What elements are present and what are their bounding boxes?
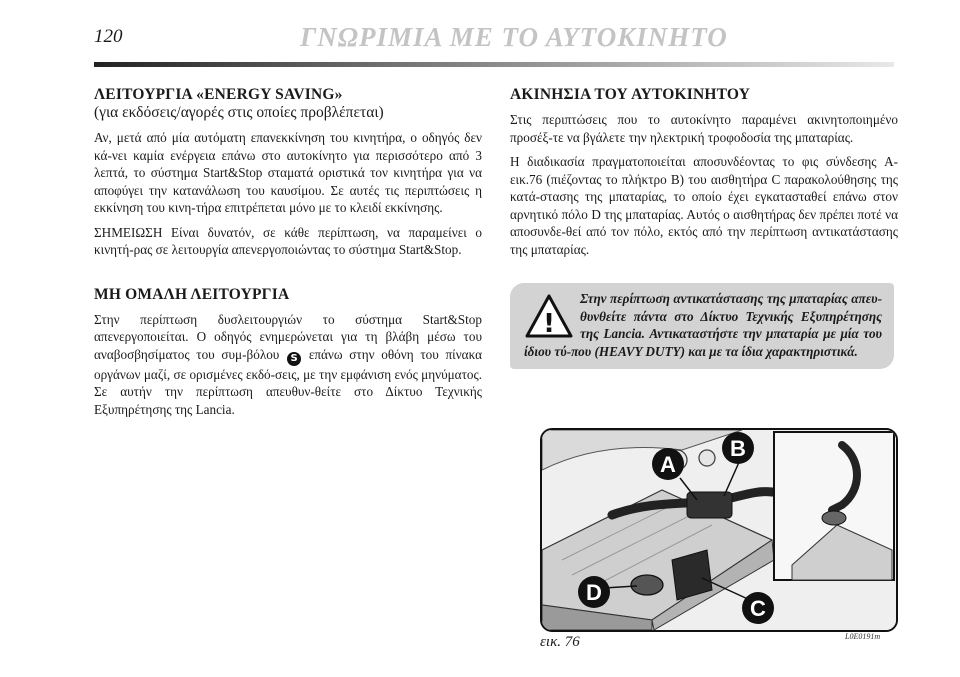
malfunction-text-part2: επάνω στην οθόνη του πίνακα οργάνων μαζί, σε ορισμένες εκδό-σεις, με την εμφάνιση ενός μηνύματος. Σε αυτήν την περίπτωση απευθυν-θείτε στο Δίκτυο Τεχνικής Εξυπηρέτησης της Lancia.	[94, 346, 483, 417]
figure-caption: εικ. 76	[540, 634, 580, 650]
svg-text:B: B	[730, 436, 746, 461]
label-c	[742, 592, 774, 624]
section-title-malfunction: ΜΗ ΟΜΑΛΗ ΛΕΙΤΟΥΡΓΙΑ	[94, 285, 290, 303]
battery-illustration	[542, 430, 896, 630]
label-d	[578, 576, 610, 608]
section-title-energy-saving: ΛΕΙΤΟΥΡΓΙΑ «ENERGY SAVING»	[94, 86, 343, 103]
inactivity-paragraph-1: Στις περιπτώσεις που το αυτοκίνητο παραμένει ακινητοποιημένο προσέξ-τε να βγάλετε την ηλεκτρική τροφοδοσία της μπαταρίας.	[510, 112, 898, 145]
page-header-title: ΓΝΩΡΙΜΙΑ ΜΕ ΤΟ ΑΥΤΟΚΙΝΗΤΟ	[300, 22, 728, 52]
section-title-vehicle-inactivity: ΑΚΙΝΗΣΙΑ ΤΟΥ ΑΥΤΟΚΙΝΗΤΟΥ	[510, 86, 751, 103]
inactivity-paragraph-2: Η διαδικασία πραγματοποιείται αποσυνδέοντας το φις σύνδεσης A-εικ.76 (πιέζοντας το πλήκτρο B) του αισθητήρα C παρακολούθησης της κατά-στασης της μπαταρίας, το οποίο έχει εγκατασταθεί επάνω στον αρνητικό πόλο D της μπαταρίας. Αυτός ο αισθητήρας δεν πρέπει ποτέ να αποσυνδε-θεί από τον πόλο, εκτός από την περίπτωση αντικατάστασης της μπαταρίας.	[510, 154, 898, 257]
warning-text-block	[524, 290, 882, 360]
figure-code: L0E0191m	[845, 632, 881, 641]
warning-text: Στην περίπτωση αντικατάστασης της μπαταρίας απευ-θυνθείτε πάντα στο Δίκτυο Τεχνικής Εξυπηρέτησης της Lancia. Αντικαταστήστε την μπαταρία με μία του ίδιου τύ-που (HEAVY DUTY) και με τα ίδια χαρακτηριστικά.	[524, 291, 882, 359]
malfunction-text-part1: Στην περίπτωση δυσλειτουργιών το σύστημα Start&Stop απενεργοποιείται. Ο οδηγός ενημερώνεται για τη βλάβη μέσω του αναβοσβησίματος του συμ-βόλου	[94, 311, 482, 362]
energy-saving-paragraph: Αν, μετά από μία αυτόματη επανεκκίνηση του κινητήρα, ο οδηγός δεν κά-νει καμία ενέργεια επάνω στο αυτοκίνητο για περισσότερο από 3 λεπτά, το σύστημα Start&Stop σταματά οριστικά τον κινητήρα για να αποφύγει την κατανάλωση του καυσίμου. Σε αυτές τις περιπτώσεις η εκκίνηση του κινη-τήρα επιτρέπεται μόνο με το κλειδί εκκίνησης.	[94, 130, 482, 215]
page-number: 120	[94, 26, 123, 47]
energy-saving-note: ΣΗΜΕΙΩΣΗ Είναι δυνατόν, σε κάθε περίπτωση, να παραμείνει ο κινητή-ρας σε λειτουργία απενεργοποιώντας το σύστημα Start&Stop.	[94, 224, 482, 257]
malfunction-paragraph	[94, 311, 482, 419]
svg-text:D: D	[586, 580, 602, 605]
svg-text:A: A	[660, 452, 676, 477]
battery-figure	[540, 428, 898, 632]
warning-mark: !	[543, 309, 555, 339]
start-stop-icon: S	[287, 352, 301, 366]
svg-text:C: C	[750, 596, 766, 621]
section-subtitle: (για εκδόσεις/αγορές στις οποίες προβλέπεται)	[94, 104, 384, 121]
label-b	[722, 432, 754, 464]
warning-box	[510, 283, 894, 369]
label-a	[652, 448, 684, 480]
left-column	[94, 86, 482, 425]
header-rule	[94, 62, 894, 67]
right-column	[510, 86, 898, 265]
